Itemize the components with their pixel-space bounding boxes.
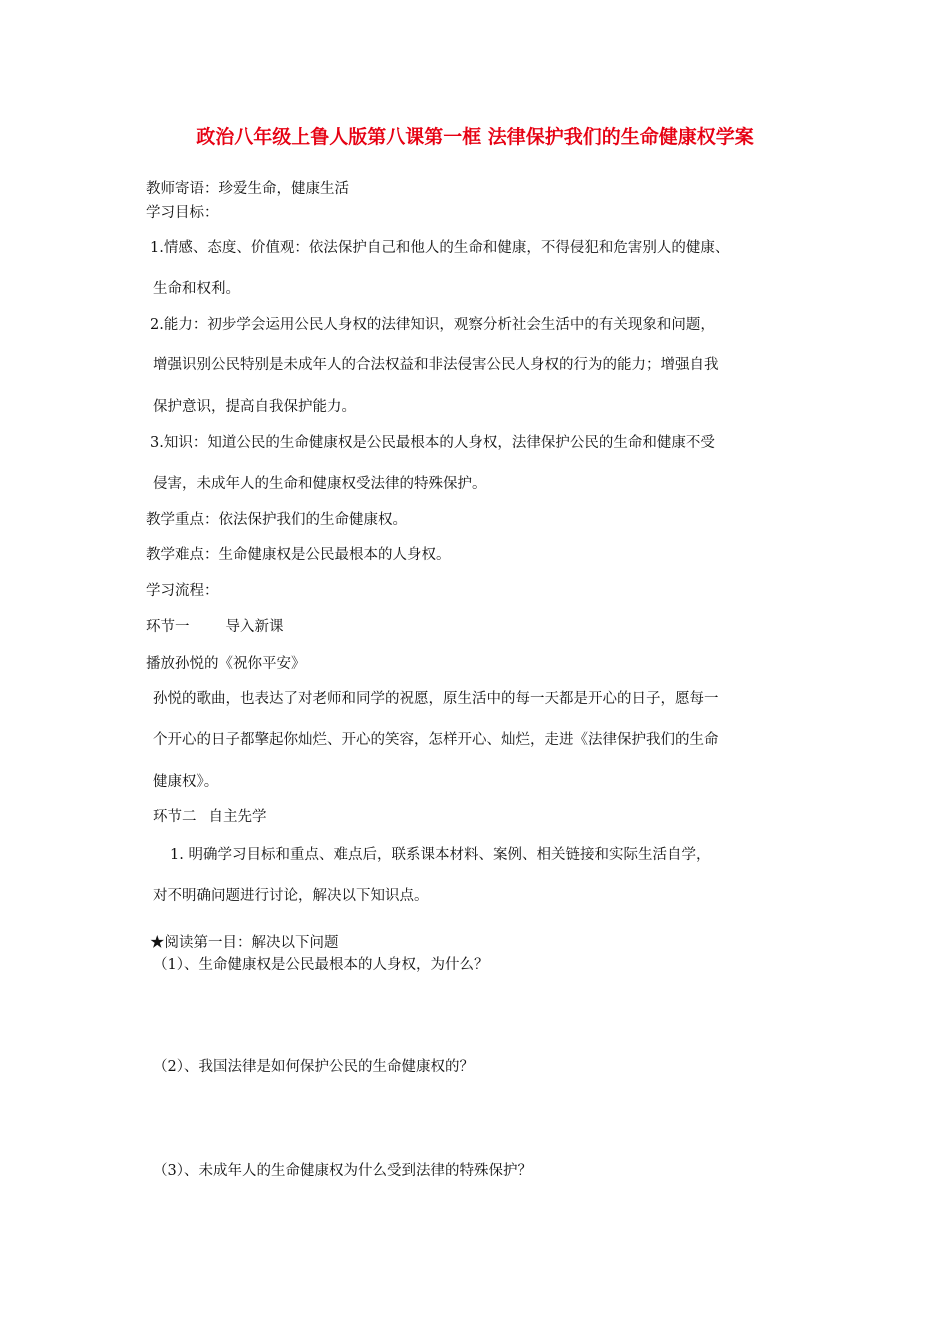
objective-3-line-1: 3.知识：知道公民的生命健康权是公民最根本的人身权，法律保护公民的生命和健康不受 [150,435,715,451]
intro-paragraph-line-1: 孙悦的歌曲，也表达了对老师和同学的祝愿，原生活中的每一天都是开心的日子，愿每一 [153,691,719,707]
objective-1-line-2: 生命和权利。 [153,281,240,297]
section-1-label: 环节一 [146,619,190,635]
objective-2-line-1: 2.能力：初步学会运用公民人身权的法律知识，观察分析社会生活中的有关现象和问题， [150,317,715,333]
teacher-message: 教师寄语：珍爱生命，健康生活 [146,181,349,197]
question-1: （1）、生命健康权是公民最根本的人身权，为什么？ [153,957,489,973]
section-2-name: 自主先学 [208,809,267,825]
objective-1-line-1: 1.情感、态度、价值观：依法保护自己和他人的生命和健康，不得侵犯和危害别人的健康、 [150,240,730,256]
process-heading: 学习流程： [146,583,219,599]
song-line: 播放孙悦的《祝你平安》 [146,656,306,672]
study-item-1-line-1: 1. 明确学习目标和重点、难点后，联系课本材料、案例、相关链接和实际生活自学， [170,847,711,863]
intro-paragraph-line-2: 个开心的日子都擎起你灿烂、开心的笑容，怎样开心、灿烂，走进《法律保护我们的生命 [153,732,719,748]
objective-2-line-3: 保护意识，提高自我保护能力。 [153,399,356,415]
section-2-label: 环节二 [153,809,197,825]
document-title: 政治八年级上鲁人版第八课第一框 法律保护我们的生命健康权学案 [196,126,754,148]
section-1-name: 导入新课 [225,619,284,635]
reading-heading: ★阅读第一目：解决以下问题 [150,935,339,951]
difficult-point: 教学难点：生命健康权是公民最根本的人身权。 [146,547,451,563]
question-3: （3）、未成年人的生命健康权为什么受到法律的特殊保护？ [153,1163,532,1179]
key-point: 教学重点：依法保护我们的生命健康权。 [146,512,407,528]
section-1-heading [146,618,284,636]
objective-3-line-2: 侵害，未成年人的生命和健康权受法律的特殊保护。 [153,476,487,492]
question-2: （2）、我国法律是如何保护公民的生命健康权的？ [153,1059,474,1075]
objective-2-line-2: 增强识别公民特别是未成年人的合法权益和非法侵害公民人身权的行为的能力；增强自我 [153,357,719,373]
intro-paragraph-line-3: 健康权》。 [153,774,219,790]
section-2-heading [153,808,267,826]
study-item-1-line-2: 对不明确问题进行讨论，解决以下知识点。 [153,888,429,904]
objectives-heading: 学习目标： [146,205,219,221]
